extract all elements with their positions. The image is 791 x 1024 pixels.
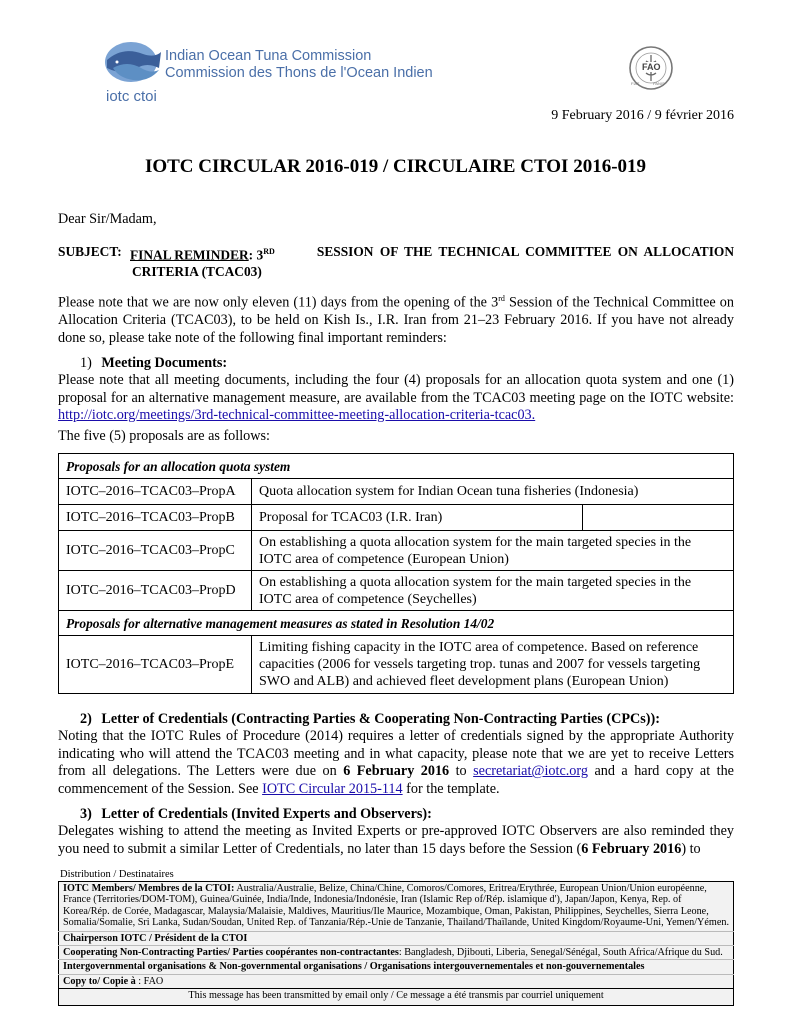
- distribution-label: Distribution / Destinataires: [60, 869, 174, 880]
- section-2-paragraph: [58, 728, 734, 798]
- section-1-paragraph: [58, 372, 734, 425]
- intro-sup: rd: [498, 294, 505, 303]
- proposals-table: [58, 453, 734, 694]
- proposal-description: Limiting fishing capacity in the IOTC area of competence. Based on reference capacities (2006 for vessels targeting trop. tunas and 2007 for vessels targeting SWO and ALB) and achieved fleet development plans (European Union): [252, 636, 734, 694]
- subject-colon: :: [248, 247, 254, 263]
- table-row: [59, 636, 734, 694]
- proposal-description: On establishing a quota allocation system for the main targeted species in the IOTC area of competence (Seychelles): [252, 571, 734, 611]
- section-2-due-date: 6 February 2016: [343, 763, 450, 780]
- org-name-french: Commission des Thons de l'Ocean Indien: [165, 65, 433, 81]
- section-2-text-2: to: [449, 763, 474, 780]
- section-3-title: Letter of Credentials (Invited Experts and Observers):: [101, 806, 432, 822]
- table-row: [59, 505, 734, 531]
- logo-wordmark: iotc ctoi: [106, 88, 157, 105]
- transmission-note: This message has been transmitted by email only / Ce message a été transmis par courriel uniquement: [59, 989, 734, 1005]
- org-name-english: Indian Ocean Tuna Commission: [165, 48, 372, 64]
- table-row: [59, 479, 734, 505]
- distribution-box: [58, 881, 734, 1006]
- section-3-paragraph: [58, 823, 734, 858]
- empty-cell: [583, 505, 734, 531]
- section-3-heading: [80, 806, 432, 823]
- fao-logo: [628, 45, 674, 91]
- section-1-number: 1): [80, 355, 92, 371]
- fao-label: FAO: [642, 62, 661, 72]
- subject-ordinal: 3: [256, 247, 264, 263]
- fao-ring-left: FIAT: [631, 81, 640, 86]
- cnc-row: [59, 946, 734, 960]
- group-2-header: Proposals for alternative management measures as stated in Resolution 14/02: [59, 611, 734, 636]
- intro-text-2: Session of the Technical Committee on Allocation Criteria (TCAC03), to be held on Kish Is., I.R. Iran from 21–23 February 2016. If you have not already done so, please take note of the following final important reminders:: [58, 294, 734, 346]
- section-2-text-4: for the template.: [402, 780, 500, 797]
- section-1-title: Meeting Documents:: [101, 355, 228, 371]
- proposal-description: Proposal for TCAC03 (I.R. Iran): [252, 505, 583, 531]
- section-1-heading: [80, 355, 227, 372]
- members-row: [59, 882, 734, 932]
- cnc-list: : Bangladesh, Djibouti, Liberia, Senegal/Sénégal, South Africa/Afrique du Sud.: [398, 947, 723, 959]
- subject-text-line2: CRITERIA (TCAC03): [132, 264, 262, 280]
- table-row: [59, 571, 734, 611]
- proposal-code: IOTC–2016–TCAC03–PropC: [59, 531, 252, 571]
- table-group-header: [59, 611, 734, 636]
- fao-ring-right: PANIS: [653, 81, 665, 86]
- cnc-label: Cooperating Non-Contracting Parties/ Parties coopérantes non-contractantes: [63, 947, 399, 959]
- group-1-header: Proposals for an allocation quota system: [59, 454, 734, 479]
- section-2-text-1: Noting that the IOTC Rules of Procedure (2014) requires a letter of credentials signed by the appropriate Authority indicating who will attend the TCAC03 meeting and in what capacity, please note that we are yet to receive Letters from all delegations. The Letters were due on: [58, 728, 734, 780]
- proposal-description: Quota allocation system for Indian Ocean tuna fisheries (Indonesia): [252, 479, 734, 505]
- proposal-code: IOTC–2016–TCAC03–PropA: [59, 479, 252, 505]
- page-title: IOTC CIRCULAR 2016-019 / CIRCULAIRE CTOI 2016-019: [144, 156, 647, 177]
- subject-line: [58, 243, 734, 280]
- subject-ordinal-sup: RD: [263, 247, 275, 256]
- section-2-heading: [80, 711, 660, 728]
- proposal-code: IOTC–2016–TCAC03–PropE: [59, 636, 252, 694]
- secretariat-email-link[interactable]: secretariat@iotc.org: [473, 763, 588, 780]
- members-list: Australia/Australie, Belize, China/Chine, Comoros/Comores, Eritrea/Erythrée, European Union/Union européenne, France (Territories/DOM-TOM), Guinea/Guinée, India/Inde, Indonesia/Indonésie, Iran (Islamic Rep of/Rép. islamique d'), Japan/Japon, Kenya, Rep. of Korea/Rép. de Corée, Madagascar, Malaysia/Malaisie, Maldives, Mauritius/Ile Maurice, Mozambique, Oman, Pakistan, Philippines, Seychelles, Sierra Leone, Somalia/Somalie, Sri Lanka, Sudan/Soudan, United Rep. of Tanzania/Rép.-Unie de Tanzanie, Thailand/Thaïlande, United Kingdom/Royaume-Uni, Yemen/Yémen.: [63, 883, 729, 929]
- proposal-code: IOTC–2016–TCAC03–PropD: [59, 571, 252, 611]
- subject-final-reminder: FINAL REMINDER: [130, 247, 249, 263]
- orgs-row: Intergovernmental organisations & Non-governmental organisations / Organisations intergouvernementales et non-gouvernementales: [59, 960, 734, 974]
- copy-label: Copy to/ Copie à: [63, 975, 136, 987]
- subject-text-line1: SESSION OF THE TECHNICAL COMMITTEE ON ALLOCATION: [316, 244, 734, 259]
- section-3-due-date: 6 February 2016: [581, 840, 682, 857]
- section-3-number: 3): [80, 806, 92, 822]
- section-1-text: Please note that all meeting documents, including the four (4) proposals for an allocation quota system and one (1) proposal for an alternative management measure, are available from the TCAC03 meeting page on the IOTC website:: [58, 372, 734, 406]
- proposal-code: IOTC–2016–TCAC03–PropB: [59, 505, 252, 531]
- copy-row: [59, 974, 734, 988]
- section-3-text-1: Delegates wishing to attend the meeting as Invited Experts or pre-approved IOTC Observers are also reminded they you need to submit a similar Letter of Credentials, no later than 15 days before the Session (: [58, 823, 734, 857]
- subject-label: SUBJECT:: [58, 244, 122, 259]
- proposal-description: On establishing a quota allocation system for the main targeted species in the IOTC area of competence (European Union): [252, 531, 734, 571]
- section-2-text-3: and a hard copy at the commencement of the Session. See: [58, 763, 734, 797]
- tcac03-meeting-link[interactable]: http://iotc.org/meetings/3rd-technical-committee-meeting-allocation-criteria-tcac03.: [58, 407, 536, 424]
- section-3-text-2: ) to: [681, 840, 701, 857]
- salutation: Dear Sir/Madam,: [58, 211, 157, 227]
- circular-2015-114-link[interactable]: IOTC Circular 2015-114: [262, 780, 403, 797]
- chair-row: Chairperson IOTC / Président de la CTOI: [59, 931, 734, 945]
- table-group-header: [59, 454, 734, 479]
- table-row: [59, 531, 734, 571]
- section-2-number: 2): [80, 711, 92, 727]
- intro-paragraph: [58, 290, 734, 348]
- members-label: IOTC Members/ Membres de la CTOI:: [63, 883, 235, 894]
- section-2-title: Letter of Credentials (Contracting Parties & Cooperating Non-Contracting Parties (CPCs)):: [101, 711, 660, 727]
- intro-text-1: Please note that we are now only eleven (11) days from the opening of the 3: [58, 294, 499, 311]
- five-proposals-intro: The five (5) proposals are as follows:: [58, 428, 270, 444]
- copy-recipient: : FAO: [135, 975, 164, 987]
- circular-date: 9 February 2016 / 9 février 2016: [551, 108, 734, 123]
